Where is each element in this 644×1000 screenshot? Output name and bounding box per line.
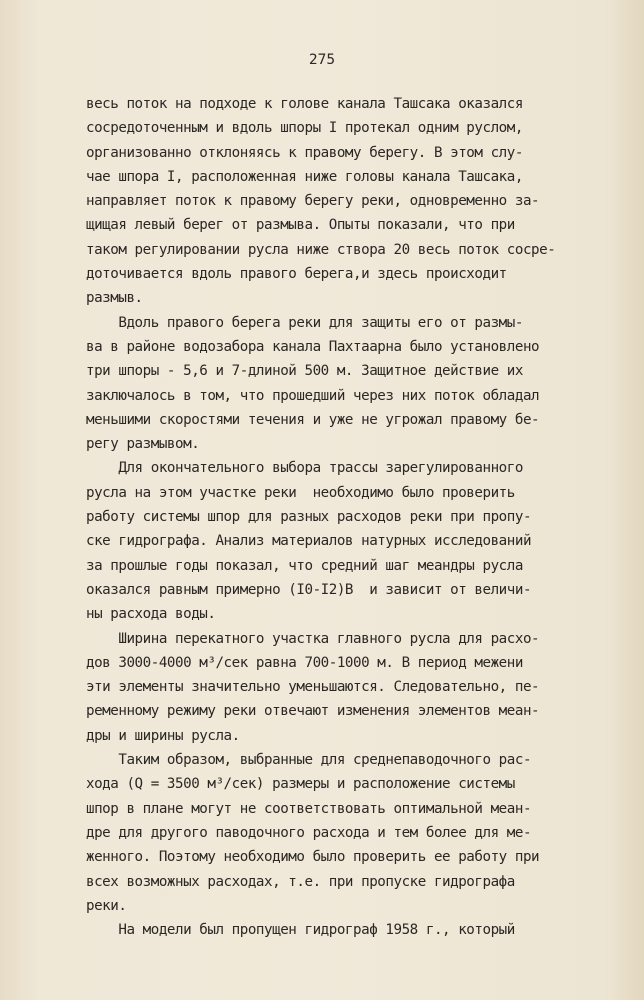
text-line: На модели был пропущен гидрограф 1958 г., который [86,922,515,939]
text-line: заключалось в том, что прошедший через них поток обладал [86,387,540,404]
text-line: хода (Q = 3500 м³/сек) размеры и расположение системы [86,776,515,793]
text-line: ва в районе водозабора канала Пахтаарна было установлено [86,338,540,355]
text-line: сосредоточенным и вдоль шпоры I протекал одним руслом, [86,120,523,137]
text-line: Таким образом, выбранные для среднепаводочного рас- [86,752,532,769]
body-text [86,92,606,942]
text-line: три шпоры - 5,6 и 7-длиной 500 м. Защитное действие их [86,363,523,380]
text-line: Для окончательного выбора трассы зарегулированного [86,460,523,477]
text-line: организованно отклоняясь к правому берегу. В этом слу- [86,144,523,161]
text-line: шпор в плане могут не соответствовать оптимальной меан- [86,800,532,817]
text-line: Ширина перекатного участка главного русла для расхо- [86,630,540,647]
text-line: реки. [86,897,127,914]
text-line: весь поток на подходе к голове канала Ташсака оказался [86,96,523,112]
text-line: всех возможных расходах, т.е. при пропуске гидрографа [86,873,515,890]
text-line: дры и ширины русла. [86,727,240,744]
text-line: оказался равным примерно (I0-I2)B и зависит от величи- [86,581,532,598]
text-line: ны расхода воды. [86,606,216,623]
text-line: дов 3000-4000 м³/сек равна 700-1000 м. В период межени [86,654,523,671]
text-line: Вдоль правого берега реки для защиты его от размы- [86,314,523,331]
text-line: ске гидрографа. Анализ материалов натурных исследований [86,533,532,550]
text-line: работу системы шпор для разных расходов реки при пропу- [86,509,532,526]
text-line: женного. Поэтому необходимо было проверить ее работу при [86,849,540,866]
text-line: размыв. [86,290,143,307]
text-line: русла на этом участке реки необходимо было проверить [86,484,515,501]
text-line: ременному режиму реки отвечают изменения элементов меан- [86,703,540,720]
text-line: щищая левый берег от размыва. Опыты показали, что при [86,217,515,234]
text-line: таком регулировании русла ниже створа 20 весь поток сосре- [86,241,556,258]
text-line: меньшими скоростями течения и уже не угрожал правому бе- [86,411,540,428]
text-line: чае шпора I, расположенная ниже головы канала Ташсака, [86,168,523,185]
text-line: за прошлые годы показал, что средний шаг меандры русла [86,557,523,574]
text-line: дре для другого паводочного расхода и тем более для ме- [86,824,532,841]
text-line: доточивается вдоль правого берега,и здесь происходит [86,266,507,283]
text-line: эти элементы значительно уменьшаются. Следовательно, пе- [86,679,540,696]
text-line: регу размывом. [86,436,200,453]
text-line: направляет поток к правому берегу реки, одновременно за- [86,193,540,210]
page-number: 275 [308,52,336,68]
